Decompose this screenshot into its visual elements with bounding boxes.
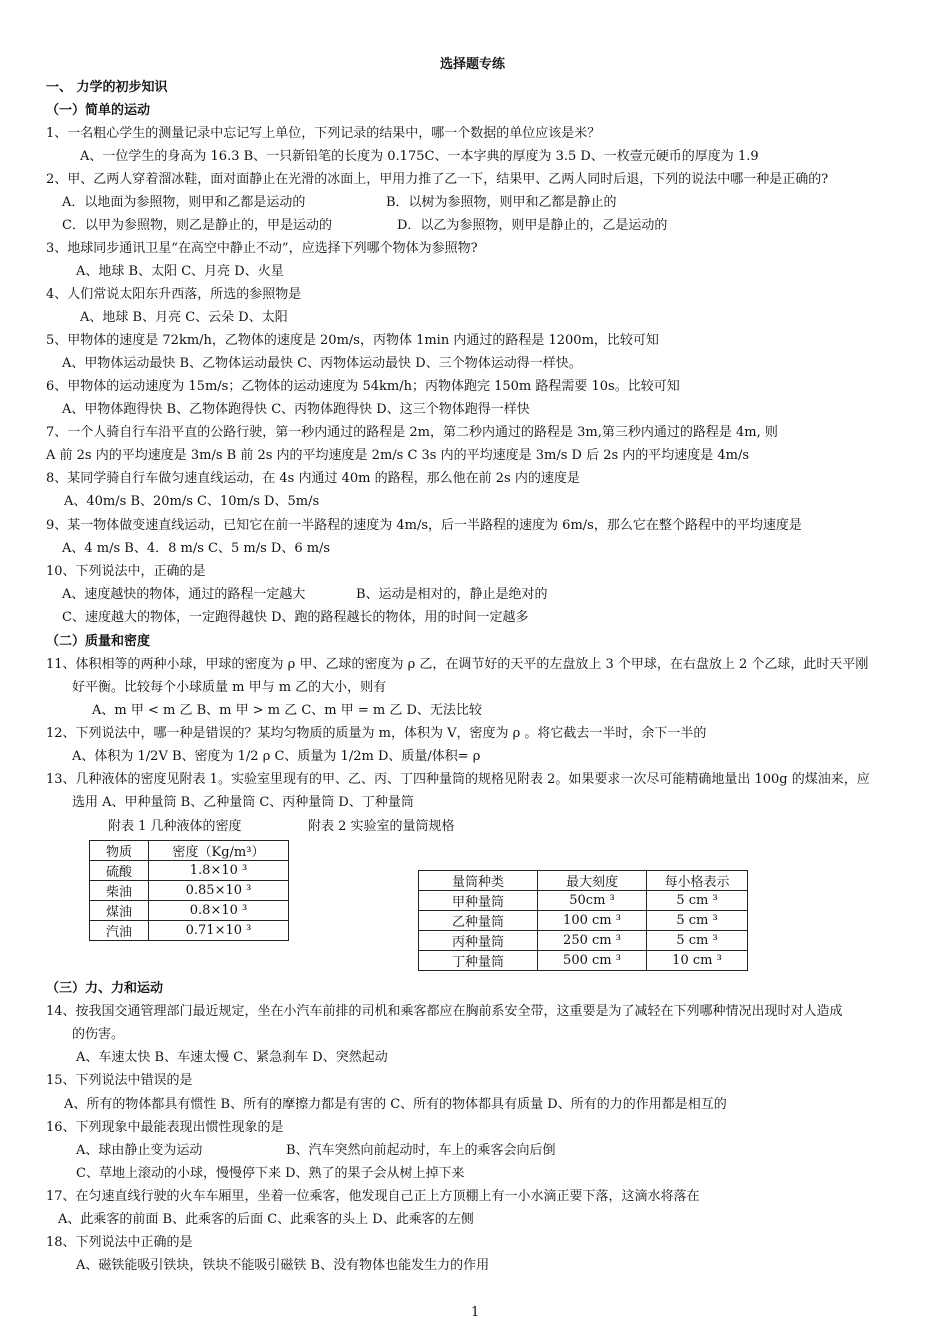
question-18-options: A、磁铁能吸引铁块，铁块不能吸引磁铁 B、没有物体也能发生力的作用 bbox=[76, 1258, 490, 1273]
table-cell: 100 cm ³ bbox=[538, 911, 647, 931]
page-title: 选择题专练 bbox=[440, 57, 506, 72]
table-header-cell: 密度（Kg/m³） bbox=[149, 841, 289, 861]
table-cell: 10 cm ³ bbox=[647, 951, 748, 971]
table-cell: 0.8×10 ³ bbox=[149, 901, 289, 921]
table-header-cell: 物质 bbox=[90, 841, 149, 861]
table-row bbox=[90, 901, 289, 921]
table-row bbox=[90, 881, 289, 901]
table-2-caption: 附表 2 实验室的量筒规格 bbox=[308, 819, 455, 834]
table-cell: 硫酸 bbox=[90, 861, 149, 881]
question-2-option-b: B．以树为参照物，则甲和乙都是静止的 bbox=[386, 195, 617, 210]
question-9: 9、某一物体做变速直线运动，已知它在前一半路程的速度为 4m/s，后一半路程的速度为 6m/s，那么它在整个路程中的平均速度是 bbox=[46, 518, 802, 533]
question-15: 15、下列说法中错误的是 bbox=[46, 1073, 193, 1088]
table-row bbox=[419, 931, 748, 951]
question-8-options: A、40m/s B、20m/s C、10m/s D、5m/s bbox=[64, 494, 320, 509]
question-12-options: A、体积为 1/2V B、密度为 1/2 ρ C、质量为 1/2m D、质量/体积= ρ bbox=[72, 749, 481, 764]
subsection-heading: （二）质量和密度 bbox=[46, 634, 151, 649]
question-6-options: A、甲物体跑得快 B、乙物体跑得快 C、丙物体跑得快 D、这三个物体跑得一样快 bbox=[62, 402, 530, 417]
question-13-options: 选用 A、甲种量筒 B、乙种量筒 C、丙种量筒 D、丁种量筒 bbox=[72, 795, 414, 810]
table-cell: 5 cm ³ bbox=[647, 891, 748, 911]
table-cell: 煤油 bbox=[90, 901, 149, 921]
page-number: 1 bbox=[471, 1305, 480, 1320]
question-12: 12、下列说法中，哪一种是错误的？某均匀物质的质量为 m，体积为 V，密度为 ρ 。将它截去一半时，余下一半的 bbox=[46, 726, 707, 741]
question-5: 5、甲物体的速度是 72km/h，乙物体的速度是 20m/s，丙物体 1min 内通过的路程是 1200m，比较可知 bbox=[46, 333, 659, 348]
question-7-options: A 前 2s 内的平均速度是 3m/s B 前 2s 内的平均速度是 2m/s C 3s 内的平均速度是 3m/s D 后 2s 内的平均速度是 4m/s bbox=[46, 448, 750, 463]
table-cell: 柴油 bbox=[90, 881, 149, 901]
table-cell: 1.8×10 ³ bbox=[149, 861, 289, 881]
table-cell: 50cm ³ bbox=[538, 891, 647, 911]
question-16-options-cd: C、草地上滚动的小球，慢慢停下来 D、熟了的果子会从树上掉下来 bbox=[76, 1166, 465, 1181]
question-5-options: A、甲物体运动最快 B、乙物体运动最快 C、丙物体运动最快 D、三个物体运动得一样快。 bbox=[62, 356, 582, 371]
table-row bbox=[419, 911, 748, 931]
table-row bbox=[90, 921, 289, 941]
density-table bbox=[89, 840, 289, 941]
question-2-option-d: D．以乙为参照物，则甲是静止的，乙是运动的 bbox=[397, 218, 668, 233]
table-cell: 丁种量筒 bbox=[419, 951, 538, 971]
question-17-options: A、此乘客的前面 B、此乘客的后面 C、此乘客的头上 D、此乘客的左侧 bbox=[58, 1212, 474, 1227]
table-cell: 250 cm ³ bbox=[538, 931, 647, 951]
question-11: 11、体积相等的两种小球，甲球的密度为 ρ 甲、乙球的密度为 ρ 乙，在调节好的天平的左盘放上 3 个甲球，在右盘放上 2 个乙球，此时天平刚 bbox=[46, 657, 869, 672]
question-2: 2、甲、乙两人穿着溜冰鞋，面对面静止在光滑的冰面上，甲用力推了乙一下，结果甲、乙两人同时后退，下列的说法中哪一种是正确的? bbox=[46, 172, 829, 187]
question-10-options-cd: C、速度越大的物体，一定跑得越快 D、跑的路程越长的物体，用的时间一定越多 bbox=[62, 610, 529, 625]
question-14-continued: 的伤害。 bbox=[72, 1027, 125, 1042]
table-header-cell: 每小格表示 bbox=[647, 871, 748, 891]
table-cell: 5 cm ³ bbox=[647, 931, 748, 951]
question-6: 6、甲物体的运动速度为 15m/s；乙物体的运动速度为 54km/h；丙物体跑完 150m 路程需要 10s。比较可知 bbox=[46, 379, 680, 394]
question-4-options: A、地球 B、月亮 C、云朵 D、太阳 bbox=[80, 310, 288, 325]
question-10-option-a: A、速度越快的物体，通过的路程一定越大 bbox=[62, 587, 306, 602]
question-4: 4、人们常说太阳东升西落，所选的参照物是 bbox=[46, 287, 302, 302]
subsection-heading: （三）力、力和运动 bbox=[46, 981, 164, 996]
subsection-heading: （一）简单的运动 bbox=[46, 103, 151, 118]
question-3: 3、地球同步通讯卫星“在高空中静止不动”，应选择下列哪个物体为参照物? bbox=[46, 241, 478, 256]
table-header-row bbox=[419, 871, 748, 891]
cylinder-spec-table bbox=[418, 870, 748, 971]
table-cell: 500 cm ³ bbox=[538, 951, 647, 971]
question-7: 7、一个人骑自行车沿平直的公路行驶，第一秒内通过的路程是 2m，第二秒内通过的路程是 3m,第三秒内通过的路程是 4m, 则 bbox=[46, 425, 778, 440]
question-10-option-b: B、运动是相对的，静止是绝对的 bbox=[356, 587, 548, 602]
table-header-row bbox=[90, 841, 289, 861]
table-cell: 甲种量筒 bbox=[419, 891, 538, 911]
question-2-option-c: C．以甲为参照物，则乙是静止的，甲是运动的 bbox=[62, 218, 332, 233]
question-11-continued: 好平衡。比较每个小球质量 m 甲与 m 乙的大小，则有 bbox=[72, 680, 387, 695]
question-16-option-a: A、球由静止变为运动 bbox=[76, 1143, 203, 1158]
question-15-options: A、所有的物体都具有惯性 B、所有的摩擦力都是有害的 C、所有的物体都具有质量 D、所有的力的作用都是相互的 bbox=[64, 1097, 727, 1112]
table-row bbox=[90, 861, 289, 881]
table-cell: 0.85×10 ³ bbox=[149, 881, 289, 901]
table-cell: 丙种量筒 bbox=[419, 931, 538, 951]
question-17: 17、在匀速直线行驶的火车车厢里，坐着一位乘客，他发现自己正上方顶棚上有一小水滴正要下落，这滴水将落在 bbox=[46, 1189, 700, 1204]
question-11-options: A、m 甲 < m 乙 B、m 甲 > m 乙 C、m 甲 = m 乙 D、无法比较 bbox=[92, 703, 482, 718]
question-1: 1、一名粗心学生的测量记录中忘记写上单位，下列记录的结果中，哪一个数据的单位应该是米？ bbox=[46, 126, 601, 141]
question-2-option-a: A．以地面为参照物，则甲和乙都是运动的 bbox=[62, 195, 306, 210]
table-cell: 5 cm ³ bbox=[647, 911, 748, 931]
question-3-options: A、地球 B、太阳 C、月亮 D、火星 bbox=[76, 264, 284, 279]
question-8: 8、某同学骑自行车做匀速直线运动，在 4s 内通过 40m 的路程，那么他在前 2s 内的速度是 bbox=[46, 471, 580, 486]
table-cell: 汽油 bbox=[90, 921, 149, 941]
question-14: 14、按我国交通管理部门最近规定，坐在小汽车前排的司机和乘客都应在胸前系安全带，这重要是为了减轻在下列哪种情况出现时对人造成 bbox=[46, 1004, 843, 1019]
question-1-options: A、一位学生的身高为 16.3 B、一只新铅笔的长度为 0.175C、一本字典的厚度为 3.5 D、一枚壹元硬币的厚度为 1.9 bbox=[80, 149, 759, 164]
table-cell: 乙种量筒 bbox=[419, 911, 538, 931]
question-10: 10、下列说法中，正确的是 bbox=[46, 564, 206, 579]
table-header-cell: 量筒种类 bbox=[419, 871, 538, 891]
question-13: 13、几种液体的密度见附表 1。实验室里现有的甲、乙、丙、丁四种量筒的规格见附表 2。如果要求一次尽可能精确地量出 100g 的煤油来，应 bbox=[46, 772, 870, 787]
table-row bbox=[419, 891, 748, 911]
question-14-options: A、车速太快 B、车速太慢 C、紧急刹车 D、突然起动 bbox=[76, 1050, 388, 1065]
section-heading: 一、 力学的初步知识 bbox=[46, 80, 168, 95]
question-9-options: A、4 m/s B、4．8 m/s C、5 m/s D、6 m/s bbox=[62, 541, 331, 556]
question-16: 16、下列现象中最能表现出惯性现象的是 bbox=[46, 1120, 284, 1135]
table-row bbox=[419, 951, 748, 971]
table-cell: 0.71×10 ³ bbox=[149, 921, 289, 941]
table-1-caption: 附表 1 几种液体的密度 bbox=[108, 819, 242, 834]
question-18: 18、下列说法中正确的是 bbox=[46, 1235, 193, 1250]
table-header-cell: 最大刻度 bbox=[538, 871, 647, 891]
question-16-option-b: B、汽车突然向前起动时，车上的乘客会向后倒 bbox=[286, 1143, 556, 1158]
